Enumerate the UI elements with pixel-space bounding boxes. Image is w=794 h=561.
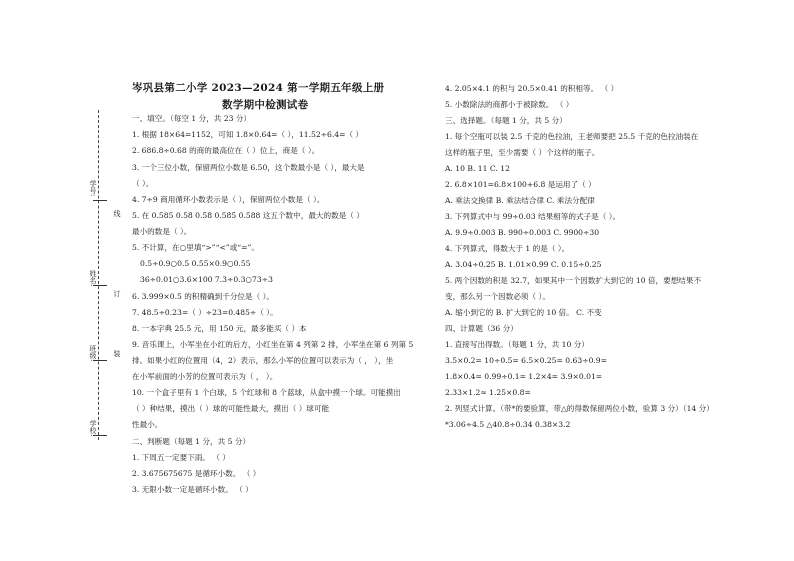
- true-false-item: 3. 无限小数一定是循环小数。 （ ）: [132, 485, 253, 494]
- exam-title-line1: 岑巩县第二小学 2023—2024 第一学期五年级上册: [132, 82, 385, 94]
- subsection-title: 1. 直接写出得数。（每题 1 分，共 10 分）: [445, 340, 589, 349]
- question-line: 6. 3.999×0.5 的积精确到千分位是（ ）。: [132, 292, 274, 301]
- question-line: （ ）。: [132, 179, 154, 188]
- question-line: 8. 一本字典 25.5 元，用 150 元，最多能买（ ）本: [132, 324, 307, 333]
- binding-dashed-line: [98, 110, 99, 440]
- question-line: 2. 686.8÷0.68 的商的最高位在（ ）位上，商是（ ）。: [132, 146, 320, 155]
- calc-row: 3.5×0.2= 10÷0.5= 6.5×0.25= 0.63÷0.9=: [445, 356, 608, 365]
- binding-underline: [93, 200, 107, 201]
- question-line: 4. 下列算式，得数大于 1 的是（ ）。: [445, 244, 570, 253]
- true-false-item: 5. 小数除法的商都小于被除数。 （ ）: [445, 100, 574, 109]
- calc-row: 2.33×1.2≈ 1.25×0.8=: [445, 388, 531, 397]
- question-line: 9. 音乐课上，小军坐在小红的后方，小红坐在第 4 列第 2 排，小军坐在第 6 列第 5: [132, 340, 414, 349]
- choice-options: A. 缩小到它的 B. 扩大到它的 10 倍。 C. 不变: [445, 308, 602, 317]
- question-line: 7. 48.5÷0.23=（ ）÷23=0.485÷（ ）。: [132, 308, 278, 317]
- binding-label-school: 学校:: [89, 420, 97, 437]
- true-false-item: 1. 下周五一定要下雨。 （ ）: [132, 453, 231, 462]
- choice-options: A. 乘法交换律 B. 乘法结合律 C. 乘法分配律: [445, 196, 595, 205]
- true-false-item: 2. 3.675675675 是循环小数。 （ ）: [132, 469, 261, 478]
- question-line: 3. 下列算式中与 99÷0.03 结果相等的式子是（ ）。: [445, 212, 621, 221]
- binding-label-class: 班级:: [89, 345, 97, 362]
- binding-underline: [93, 435, 107, 436]
- compare-row: 0.5÷0.9○0.5 0.55×0.9○0.55: [140, 259, 251, 268]
- section-title: 二、判断题（每题 1 分，共 5 分）: [132, 437, 251, 446]
- question-line: （ ）种结果，摸出（ ）球的可能性最大，摸出（ ）球可能: [132, 404, 330, 413]
- question-line: 5. 两个因数的积是 32.7，如果其中一个因数扩大到它的 10 倍，要想结果不: [445, 276, 702, 285]
- question-line: 3. 一个三位小数，保留两位小数是 6.50，这个数最小是（ ），最大是: [132, 163, 365, 172]
- section-title: 一、填空。（每空 1 分，共 23 分）: [132, 114, 252, 123]
- binding-label-name: 姓名:: [89, 270, 97, 287]
- question-line: 最小的数是（ ）。: [132, 227, 192, 236]
- exam-title-line2: 数学期中检测试卷: [222, 99, 309, 111]
- binding-mark-pack: 装: [113, 350, 121, 357]
- choice-options: A. 10 B. 11 C. 12: [445, 164, 510, 173]
- question-line: 4. 7÷9 商用循环小数表示是（ ），保留两位小数是（ ）。: [132, 195, 325, 204]
- question-line: 在小军前面的小芳的位置可表示为（ ， ）。: [132, 372, 278, 381]
- question-line: 1. 每个空瓶可以装 2.5 千克的色拉油，王老师要把 25.5 千克的色拉油装在: [445, 132, 699, 141]
- section-title: 三、选择题。（每题 1 分，共 5 分）: [445, 116, 567, 125]
- choice-options: A. 9.9÷0.003 B. 990÷0.003 C. 9900÷30: [445, 228, 600, 237]
- question-line: 2. 6.8×101=6.8×100+6.8 是运用了（ ）: [445, 180, 596, 189]
- subsection-title: 2. 列竖式计算。（带*的要验算，带△的得数保留两位小数，验算 3 分）（14 分）: [445, 404, 714, 413]
- section-title: 四、计算题（36 分）: [445, 324, 518, 333]
- binding-label-student-no: 学号:: [89, 180, 97, 197]
- question-line: 5. 不计算，在○里填“>”“<”或“=”。: [132, 243, 260, 252]
- question-line: 这样的瓶子里，至少需要（ ）个这样的瓶子。: [445, 148, 600, 157]
- question-line: 排。如果小红的位置用（4，2）表示，那么小军的位置可以表示为（ ， ），坐: [132, 356, 394, 365]
- question-line: 1. 根据 18×64=1152，可知 1.8×0.64=（ ），11.52÷6.4=（ ）: [132, 130, 364, 139]
- binding-mark-order: 订: [113, 290, 121, 297]
- calc-row: 1.8×0.4= 0.99÷0.1= 1.2×4= 3.9×0.01=: [445, 372, 603, 381]
- binding-mark-line: 线: [113, 210, 121, 217]
- question-line: 10. 一个盒子里有 1 个白球，5 个红球和 8 个蓝球，从盒中摸一个球。可能摸出: [132, 388, 401, 397]
- question-line: 性最小。: [132, 420, 163, 429]
- question-line: 5. 在 0.585 0.58̇ 0.5̇8̇ 0.58̇5̇ 0.588 这五个数中，最大的数是（ ）: [132, 211, 364, 220]
- choice-options: A. 3.04÷0.25 B. 1.01×0.99 C. 0.15÷0.25: [445, 260, 602, 269]
- vertical-calc-row: *3.06÷4.5 △40.8÷0.34 0.38×3.2: [445, 420, 571, 429]
- true-false-item: 4. 2.05×4.1 的积与 20.5×0.41 的积相等。 （ ）: [445, 84, 619, 93]
- question-line: 变，那么另一个因数必须（ ）。: [445, 292, 550, 301]
- binding-underline: [93, 285, 107, 286]
- compare-row: 36÷0.01○3.6×100 7.3÷0.3○73÷3: [140, 275, 273, 284]
- binding-underline: [93, 360, 107, 361]
